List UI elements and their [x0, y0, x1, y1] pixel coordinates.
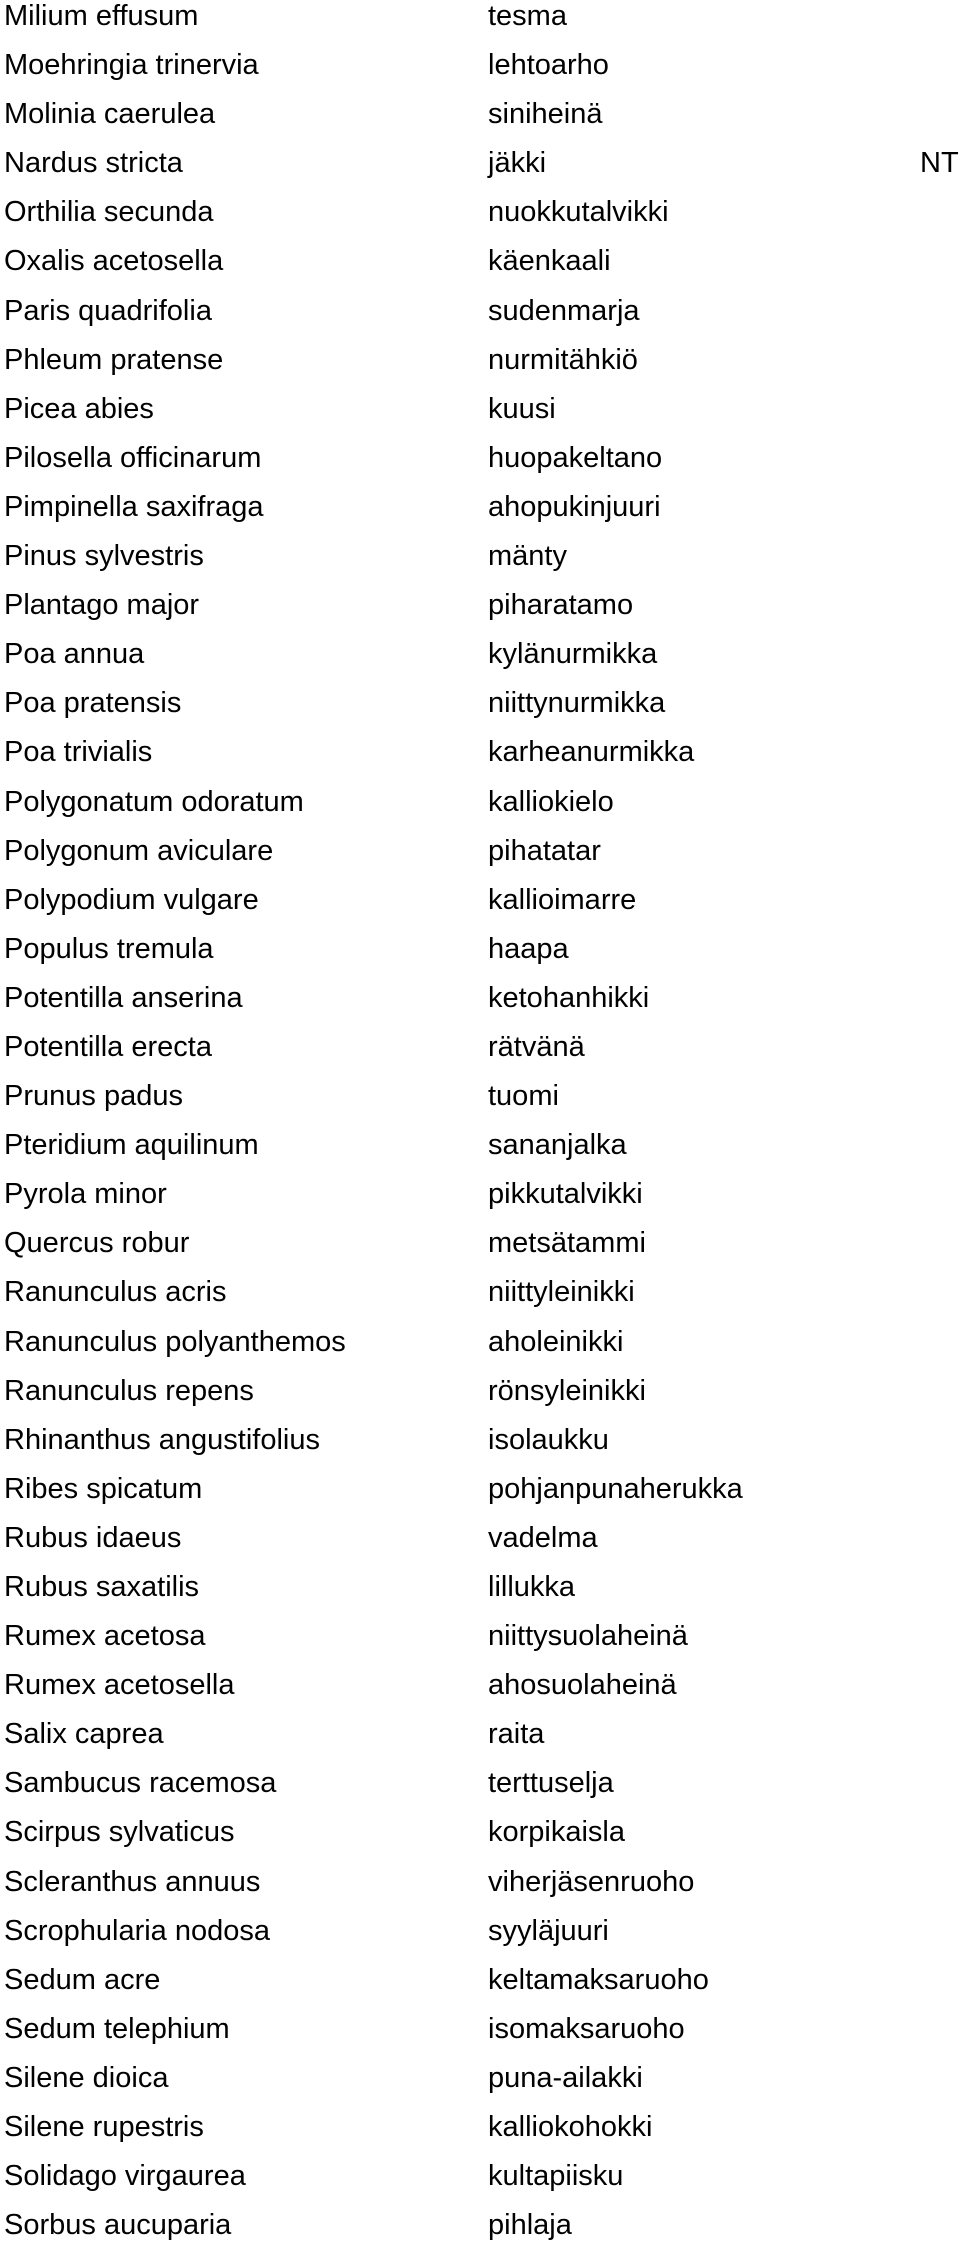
latin-name: Orthilia secunda — [4, 196, 214, 229]
finnish-name: raita — [488, 1718, 545, 1751]
finnish-name: ketohanhikki — [488, 981, 650, 1014]
latin-name: Pinus sylvestris — [4, 540, 204, 573]
table-row — [4, 1718, 960, 1767]
latin-name: Silene dioica — [4, 2061, 169, 2094]
table-row — [4, 884, 960, 933]
latin-name: Nardus stricta — [4, 147, 183, 180]
finnish-name: huopakeltano — [488, 441, 663, 474]
finnish-name: kalliokohokki — [488, 2111, 653, 2144]
finnish-name: vadelma — [488, 1521, 598, 1554]
table-row — [4, 49, 960, 98]
finnish-name: lehtoarho — [488, 49, 609, 82]
table-row — [4, 687, 960, 736]
latin-name: Poa trivialis — [4, 736, 153, 769]
finnish-name: piharatamo — [488, 589, 634, 622]
table-row — [4, 295, 960, 344]
latin-name: Prunus padus — [4, 1080, 183, 1113]
finnish-name: rätvänä — [488, 1030, 585, 1063]
finnish-name: pihlaja — [488, 2209, 572, 2242]
latin-name: Ribes spicatum — [4, 1472, 203, 1505]
finnish-name: terttuselja — [488, 1767, 614, 1800]
latin-name: Polypodium vulgare — [4, 883, 259, 916]
finnish-name: kallioimarre — [488, 883, 637, 916]
latin-name: Poa annua — [4, 638, 145, 671]
table-row — [4, 1915, 960, 1964]
finnish-name: isolaukku — [488, 1423, 609, 1456]
finnish-name: puna-ailakki — [488, 2061, 643, 2094]
latin-name: Solidago virgaurea — [4, 2160, 246, 2193]
latin-name: Potentilla anserina — [4, 981, 243, 1014]
latin-name: Ranunculus repens — [4, 1374, 254, 1407]
table-row — [4, 344, 960, 393]
finnish-name: kylänurmikka — [488, 638, 658, 671]
latin-name: Rubus idaeus — [4, 1521, 182, 1554]
finnish-name: metsätammi — [488, 1227, 646, 1260]
table-row — [4, 1964, 960, 2013]
latin-name: Sedum telephium — [4, 2012, 230, 2045]
table-row — [4, 1522, 960, 1571]
finnish-name: haapa — [488, 932, 569, 965]
latin-name: Quercus robur — [4, 1227, 190, 1260]
finnish-name: pihatatar — [488, 834, 601, 867]
finnish-name: nurmitähkiö — [488, 343, 638, 376]
finnish-name: nuokkutalvikki — [488, 196, 669, 229]
table-row — [4, 1816, 960, 1865]
finnish-name: sananjalka — [488, 1129, 627, 1162]
latin-name: Sedum acre — [4, 1963, 161, 1996]
finnish-name: kalliokielo — [488, 785, 614, 818]
latin-name: Paris quadrifolia — [4, 294, 212, 327]
latin-name: Scirpus sylvaticus — [4, 1816, 235, 1849]
species-table — [4, 0, 960, 2258]
table-row — [4, 933, 960, 982]
finnish-name: rönsyleinikki — [488, 1374, 646, 1407]
latin-name: Ranunculus polyanthemos — [4, 1325, 346, 1358]
latin-name: Potentilla erecta — [4, 1030, 212, 1063]
finnish-name: lillukka — [488, 1571, 576, 1603]
latin-name: Sorbus aucuparia — [4, 2209, 232, 2242]
finnish-name: syyläjuuri — [488, 1914, 609, 1947]
table-row — [4, 786, 960, 835]
table-row — [4, 1866, 960, 1915]
table-row — [4, 1129, 960, 1178]
table-row — [4, 2160, 960, 2209]
latin-name: Scrophularia nodosa — [4, 1914, 271, 1947]
finnish-name: käenkaali — [488, 245, 611, 278]
table-row — [4, 2209, 960, 2258]
latin-name: Salix caprea — [4, 1718, 164, 1751]
finnish-name: isomaksaruoho — [488, 2012, 685, 2045]
table-row — [4, 736, 960, 785]
latin-name: Rumex acetosa — [4, 1620, 206, 1653]
latin-name: Pteridium aquilinum — [4, 1129, 259, 1162]
finnish-name: ahopukinjuuri — [488, 490, 661, 523]
finnish-name: keltamaksaruoho — [488, 1963, 709, 1996]
latin-name: Polygonatum odoratum — [4, 785, 304, 818]
table-row — [4, 1767, 960, 1816]
finnish-name: pikkutalvikki — [488, 1178, 643, 1211]
latin-name: Rubus saxatilis — [4, 1571, 200, 1603]
table-row — [4, 835, 960, 884]
latin-name: Moehringia trinervia — [4, 49, 259, 82]
table-row — [4, 1031, 960, 1080]
table-row — [4, 1424, 960, 1473]
table-row — [4, 491, 960, 540]
table-row — [4, 638, 960, 687]
latin-name: Pimpinella saxifraga — [4, 490, 264, 523]
finnish-name: niittysuolaheinä — [488, 1620, 688, 1653]
finnish-name: jäkki — [488, 147, 547, 180]
latin-name: Pyrola minor — [4, 1178, 167, 1211]
table-row — [4, 196, 960, 245]
latin-name: Rhinanthus angustifolius — [4, 1423, 320, 1456]
table-row — [4, 540, 960, 589]
latin-name: Silene rupestris — [4, 2111, 204, 2144]
table-row — [4, 2013, 960, 2062]
table-row — [4, 1276, 960, 1325]
finnish-name: tuomi — [488, 1080, 559, 1113]
table-row — [4, 0, 960, 49]
table-row — [4, 245, 960, 294]
finnish-name: karheanurmikka — [488, 736, 695, 769]
latin-name: Milium effusum — [4, 0, 199, 32]
table-row — [4, 589, 960, 638]
finnish-name: niittyleinikki — [488, 1276, 635, 1309]
table-row — [4, 98, 960, 147]
finnish-name: kuusi — [488, 392, 556, 425]
finnish-name: sudenmarja — [488, 294, 640, 327]
table-row — [4, 147, 960, 196]
finnish-name: aholeinikki — [488, 1325, 624, 1358]
finnish-name: kultapiisku — [488, 2160, 624, 2193]
latin-name: Scleranthus annuus — [4, 1865, 261, 1898]
table-row — [4, 2062, 960, 2111]
latin-name: Populus tremula — [4, 932, 214, 965]
table-row — [4, 1080, 960, 1129]
finnish-name: mänty — [488, 540, 567, 573]
table-row — [4, 1669, 960, 1718]
finnish-name: niittynurmikka — [488, 687, 666, 720]
table-row — [4, 1326, 960, 1375]
conservation-status: NT — [920, 147, 959, 180]
table-row — [4, 1227, 960, 1276]
finnish-name: korpikaisla — [488, 1816, 625, 1849]
table-row — [4, 1620, 960, 1669]
table-row — [4, 1571, 960, 1620]
latin-name: Molinia caerulea — [4, 98, 216, 131]
finnish-name: viherjäsenruoho — [488, 1865, 695, 1898]
latin-name: Oxalis acetosella — [4, 245, 224, 278]
table-row — [4, 1473, 960, 1522]
table-row — [4, 1178, 960, 1227]
latin-name: Sambucus racemosa — [4, 1767, 277, 1800]
table-row — [4, 442, 960, 491]
finnish-name: tesma — [488, 0, 567, 32]
finnish-name: ahosuolaheinä — [488, 1669, 677, 1702]
latin-name: Polygonum aviculare — [4, 834, 274, 867]
finnish-name: pohjanpunaherukka — [488, 1472, 743, 1505]
finnish-name: siniheinä — [488, 98, 603, 131]
latin-name: Pilosella officinarum — [4, 441, 262, 474]
table-row — [4, 982, 960, 1031]
latin-name: Rumex acetosella — [4, 1669, 235, 1702]
table-row — [4, 2111, 960, 2160]
latin-name: Picea abies — [4, 392, 154, 425]
table-row — [4, 1375, 960, 1424]
table-row — [4, 393, 960, 442]
latin-name: Poa pratensis — [4, 687, 182, 720]
latin-name: Plantago major — [4, 589, 200, 622]
latin-name: Phleum pratense — [4, 343, 224, 376]
latin-name: Ranunculus acris — [4, 1276, 227, 1309]
